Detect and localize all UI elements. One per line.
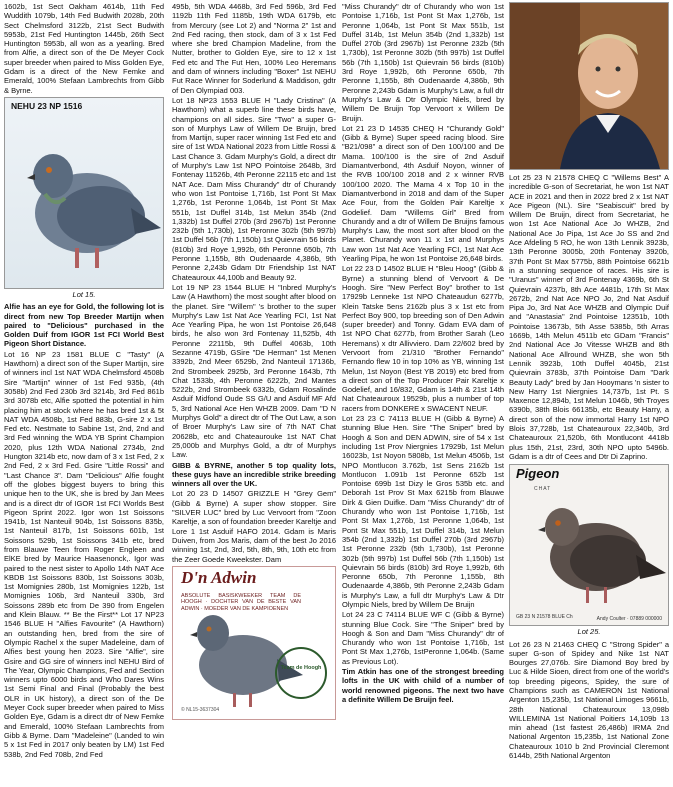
gibb-byrne-intro: GIBB & BYRNE, another 5 top quality lots, these guys have an incredible strike breeding winners all over the UK. [172,460,336,489]
lot-25-pigeon-image [510,465,669,625]
lot-26-text: Lot 26 23 N 21463 CHEQ C "Strong Spider" a super G-son of Spidey and Nike 1st NAT Bourges 27,076b. Sire Diamond Boy bred by Luc & Hilde Sioen, direct from one of the world's top breeding pigeons, Spidey, the sure of Champions such as CAMERON 1st National Argenton 15,235b, 1st National Limoges 9661b, 28th National Chateauroux 13,098b WILLEMINA 1st National Poitiers 14,109b 13 min ahead (1st fastest 26,486b) IRMA 2nd National Argenton 15,235b, 1st National Zone Chateauroux 1010 b 2nd Provincial Cleremont 6144b, 25th National Argenton [509,639,669,761]
lot-15-caption: Lot 15. [72,289,96,299]
pigeon-image [5,98,164,288]
lot-25-text: Lot 25 23 N 21578 CHEQ C "Willems Best" A incredible G-son of Secretariat, he won 1st NAT ACE in 2021 and then in 2022 bred 2 x 1st NAT Ace Pigeon (NL). Sire "Seabiscuit" bred by Willem De Bruijn, direct from Secretariat, he won 1st Ace National Ace Jo WHZB, 2nd National Ace Jo Pipa, 1st Ace Jo SS and 2nd Ace Afdeling 5 RO, he won 13th Lennik 3923b, 13th Peronne 3005b, 20th Fontenay 3920b, 37th Pont St Max 5775b, 88th Pointoise 6621b in a stunning sequence of races. His sire is "Uranus" winner of 3rd Fontenay 4369b, 6th St Quievrain 4237b, 8th Ace 4481b, 17th St Max 2672b, 2nd Nat Ace NPO Jo, 2nd Nat Asduif Pipa Jo, 3rd Nat Ace WHZB and Olympic Duif and "Anastasia" 2nd Pointoise 12351b, 10th Pointoise 13673b, 5th Asse 5385b, 5th Arras 1669b, 14th Melun 4511b etc GDam "Francis" 2nd National Ace Jo Vitesse WHZB and 8th National Ace Allround WHZB, she won 5th Lennik 3923b, 10th Duffel 4045b, 21st Quievrain 3783b, 37th Pointoise Dam "Dark Beauty Lady" bred by Jan Hooymans 'n sister to New Harry 1st Niergnies 14,737b, 1st Pt. S Maxence 12,894b, 1st Melun 1046b, 9th Troyes 6390b, 38th Blois 66135b, etc Beauty Harry, a direct son of the now immortal Harry 1st NPO Blois 37,728b, 1st Chateauroux 22,340b, 3rd Chateauroux 21,520b, 6th Montlucont 4418b plus 15th, 21st, 23rd, 30th NPO upto 5496b. Gdam is a dtr of Cees and Dtr Di Zaprino. [509,173,669,461]
column-4 [509,2,669,761]
lot-20-cont-text: "Miss Churandy" dtr of Churandy who won 1st Pontoise 1,716b, 1st Pont St Max 1,276b, 1st Peronne 1,064b, 1st Pont St Max 551b, 1st Duffel 314b, 1st Melun 354b (2nd 1,332b) 1st Duffel 270b (3rd 2967b) 1st Peronne 232b (5th 1,730b), 1st Peronne 302b (5th 997b) 1st Duffel 56b (7th 1,150b) 1st Quievrain 56 birds (810b) 3rd Roye 1,992b, 6th Peronne 650b, 7th Peronne 1,155b, 8th Oudenaarde 4,386b, 9th Peronne 2,243b Gdam is Murphy's Law, a full dtr Murphy's Law & Dtr Olympic Niels, bred by Willem De Bruijn Top Vervoort x Willem De Bruijn. [342,2,504,123]
lot-15-photo [4,97,164,289]
lot-23-text: Lot 23 23 C 74113 BLUE H (Gibb & Byrne) A stunning Blue Hen. Sire "The Sniper" bred by Hoogh & Son and DEN ADWIN, sire of 54 x 1st including 1st Prov Niergnies 17929b, 1st Melun 16023b, 1st Noyon 5808b, 1st Melun 4506b, 1st NPO Montlucon 3.762b, 1st Sens 2162b 1st Montlucon 1.091b 1st Peronne 652b 1st Pontoise 699b 1st Dizy le Gros 535b etc. and Deborah 1st Prov St Max 6215b from Blauwe Dirk & Gien Duifke. Dam "Miss Churandy" dtr of Churandy who won 1st Pontoise 1,716b, 1st Pont St Max 1,276b, 1st Peronne 1,064b, 1st Pont St Max 551b, 1st Duffel 314b, 1st Melun 354b (2nd 1,332b) 1st Duffel 270b (3rd 2967b) 1st Peronne 232b (5th 1,730b), 1st Peronne 302b (5th 997b) 1st Duffel 56b (7th 1,150b) 1st Quievrain 56 birds (810b) 3rd Roye 1,992b, 6th Peronne 650b, 7th Peronne 1,155b, 8th Oudenaarde 4,386b, 9th Peronne 2,243b Gdam is Murphy's Law, a full dtr Murphy's Law & Dtr Olympic Niels, bred by Willem De Bruijn [342,414,504,609]
lot-19-text: Lot 19 NP 23 1544 BLUE H "Inbred Murphy's Law (A Hawthorn) the most sought after blood on the planet. Sire "Willem" 's brother to the super Murphy's Law 1st Nat Ace Yearling FCI, 1st Nat Ace Yearling Pipa, he won 1st Pontoise 26,648 birds, he also won 3rd Fontenay 11,525b, 4th Peronne 22115b, 9th Duffel 4063b, 10th Sezanne 4719b, GSire "De Herman" 1st Menen 3392b, 2nd Meer 6529b, 2nd Nanteuil 17136b, 2nd Strombeek 2925b, 3rd Peronne 1643b, 7th Chat 1533b, 4th Peronne 6222b, 2nd Mantes 5222b, 2nd Strombeek 6332b, Gdam Rosalinde Asduif Midfond Oude SS G/U and Asduif MF Afd 5, 3rd National Ace Hen WHZB 2009. Dam "D N Murphys Gold" a direct dtr of The Out Law, a son of Broer Murphy's Law sire of 7th NAT Chat 20628b, etc and Chateauroukе 1st NAT Chat 25,000b and Murphys Gold, a dtr of Murphys Law. [172,282,336,460]
breeder-image [510,3,669,169]
lot-16-17-text: Lot 16 NP 23 1581 BLUE C "Tasty" (A Hawthorn) a direct son of the Super Martijn, sire of winners incl 1st NAT WDA Chelmsford 4508b Sire "Martijn" winner of 1st Fed 935b, (4th 3058b) 2nd Fed 230b 3rd 3214b, 3rd Fed 861b 3rd 3078b etc, Alfie spotted the potential in him placing him at stock where he has bred 1st & 5t NAT WDA 4508b, 1st Fed 883b, G-sire 2 x 1st Fed etc. Nestmate to Sabine 1st, 2nd, 2nd and 3rd Fed winning the WDA YB Sprint Champion 2020, plus 12th WDA National 2734b, 2nd Hungton 3214b etc, now dam of 3 x 1st Fed, 2 x 2nd Fed, 2 x 3rd Fed. Gsire "Little Rossi" and "Last Chance 3". Dam "Delicious" Alfie fought off the globes biggest buyers to bring this unique hen to the UK, she is bred by Jan Mees and is a direct dtr of IGOR 1st FCI Worlds Best Pigeon Sprint 2022. Igor won 1st Soissons 1941b, 1st Nanteuil 904b, 1st Soissons 835b, 1st Nanteuil 817b, 1st Soissons 601b, 1st Soissons 529b, 1st Soissons 341b etc, bred from Blauwe Teen from Roger Engleen and ElKE bred by Maurice Haasenonck,. Igor was paired to the nest sister to Apollo 14th NAT Ace KBDB 1st Soissons 830b, 1st Soissons 303b, 1st Momignies 280b, 1st Momignies 122b, 1st Momignies 106b, 3rd Nanteuil 330b, 3rd Soissons 289b etc from De 390 from Engelen and Klein Blauw. ** Be the First** Lot 17 NP23 1546 BLUE H "Alfies Favourite" (A Hawthorn) an outstanding hen, bred from the sire of Olympic Rachel x the super Madeleine, dam of Alfies best young hen 2023. Sire "Alfie", sire Gsire and GG sire of winners incl NEHU Bird of The Year, Olympic Champions, Fed and Section winners upto 6000 birds and Who Dares Wins 1st Semi Final and Final (Probably the best OLR in UK history), a direct son of the De Meyer Cock super breeder when paired to Miss Golden Eye, Gdam is a direct dtr of New Femke and Emerald, 100% Stefaan Lambrechts from Gibb & Byrne. Dam "Madeleine" (Landed to win 5 x 1st Fed in 2017 only beaten by LM) 1st Fed 538b, 2nd Fed 708b, 2nd Fed [4,349,164,759]
ring-number-tag: NEHU 23 NP 1516 [11,100,83,111]
column-3 [342,2,504,705]
advert-subtitle: ABSOLUTE BASISKWEEKER TEAM DE HOOGH · DOCHTER VAN DE BESTE VAN ADWIN · MOEDER VAN DE KAMPIOENEN [181,592,301,612]
column-1 [4,2,164,760]
pigeon-chat-logo: Pigeon [516,466,560,482]
lot-25-photo [509,464,669,626]
advert-title: D'n Adwin [181,567,257,587]
lot-24-text: Lot 24 23 C 74114 BLUE WF C (Gibb & Byrne) stunning Blue Cock. Sire "The Sniper" bred by Hoogh & Son and Dam "Miss Churandy" dtr of Churandy who won 1st Pontoise 1,716b, 1st Pont St Max 1,276b, 1stPeronne 1,064b. (Same as Previous Lot). [342,610,504,666]
lot-25-caption: Lot 25. [577,627,601,637]
tim-atkin-intro: Tim Atkin has one of the strongest breeding lofts in the UK with child of a number of world renowned pigeons. The next two have a definite Willem De Bruijn feel. [342,667,504,704]
lot-21-text: Lot 21 23 D 14535 CHEQ H "Churandy Gold" (Gibb & Byrne) Super speed racing blood. Sire "B21/098" a direct son of Den 100/100 and De Mama. 100/100 is the sire of 2nd Asduif Diamantverbond, 4th Asduif Noyon, winner of the RVB 100/100 2018 and 2 x winner RVB 100/100 2020. The Mama 4 x Top 10 in the Diamantverbond in 2018 and dam of the Super Ace Four, from the Golden Pair Kareltje x Godelief. Dam "Willems Girl" Bred from Churandy and a dtr of Willem De Bruijns famous Murphy's Law, the most sort after blood on the Planet. Churandy won 11 x 1st and Murphys Law won 1st Nat Ace Yearling FCI, 1st Nat Ace Yearling Pipa, he won 1st Pontoise 26,648 birds. [342,123,504,264]
advert-ring-number: © NL15-3637304 [181,706,220,713]
lot-25-photo-credit: Andy Coulter · 07889 000000 [596,616,662,623]
lot-14-text: 1602b, 1st Sect Oakham 4614b, 11th Fed Wuddith 1079b, 14th Fed Budwith 2028b, 20th Sect Chelmsford 3122b, 21st Sect Budwith 5953b, 21st Fed Huntington 1445b, 26th Sect Huntington 5953b, all won as a yearling. Bred from Alfie, a direct son of the De Meyer Cock super breeder when paired to Miss Golden Eye, Gdam is a direct of the New Femke and Emerald, 100% Stefaan Lambrechts from Gibb & Byrne. [4,2,164,95]
alfie-intro: Alfie has an eye for Gold, the following lot is direct from new Top Breeder Martijn when paired to "Delicious" purchased in the Golden Duif from IGOR 1st FCI World Best Pigeon Short Distance. [4,302,164,349]
column-2 [172,2,336,720]
lot-17-cont-text: 495b, 5th WDA 4468b, 3rd Fed 596b, 3rd Fed 1192b 11th Fed 1185b, 19th WDA 6179b, etc from Mercury (see Lot 2) and "Norma 2" 1st and 2nd Fed racing, then stock, dam of 3 x 1st Fed where she bred Champion Madeline, from the Nutter, brother to Golden Eye, sire to 12 x 1st Fed etc and The Fut Hen, 100% Leo Heremans and dam of winners including "Boxer" 1st NEHU Fut Race Winner for Soderlund & Maddison, gdtr of Den Olympiad 003. [172,2,336,95]
team-de-hoogh-stamp: Team de Hoogh [275,647,327,699]
pigeon-chat-logo-sub: CHAT [534,486,552,493]
lot-22-text: Lot 22 23 D 14502 BLUE H "Bleu Hoog" (Gibb & Byrne) a stunning blend of Vervoort & De Hoogh. Sire "New Perfect Boy" brother to 1st 17929b Lenneke 1st NPO Chateaudun 6277b, Klein Tatske 5ens 2162b plus 3 x 1st etc from Perfect Boy 900, top breeding son of Den Adwin (super breeder) and Tonny. Gdam EVA dam of 1st NPO Chat 6277b, from Brother Sarah (Leo Heremans) x dtr Allivviero. Dam 22/602 bred by Vervoort from 21/310 "Brother Fernando" Fernando flew 10 in top 10% as YB, winning 1st Melun, 1st Noyon (Best YB 2019) etc bred from a direct son of the Top Producer Pair Kareltje x Godelief, and 16/832, Gdam is 14th & 21st 14th Nat Chateauroux 19529b, plus a number of top racers from DONKERE x SWACENT NEUF. [342,264,504,413]
lot-20-text: Lot 20 23 D 14507 GRIZZLE H "Grey Gem" (Gibb & Byrne) A super show stopper. Sire "SILVER LUC" bred by Luc Vervoort from "Zoon Kareltje, a son of foundation breeder Kareltje and Lore 1 1st Asduif HAFO 2014. Gdam is Maris Duiven, from Jos Maris, dam of the best Jo 2016 winning 1st, 2nd, 3rd, 5th, 8th, 9th, 10th etc from the Zeer Goede Kweekster. Dam [172,489,336,564]
lot-25-ring-number: GB 23 N 21578 BLUE Ch [516,613,573,620]
den-adwin-advert [172,566,336,720]
breeder-photo [509,2,669,170]
lot-18-text: Lot 18 NP23 1553 BLUE H "Lady Cristina" (A Hawthorn) what a superb line these birds have, champions on all sides. Sire "Two" a super G-son of Murphys Law of Willem De Bruijn, bred from Martijn, super racer winning 1st Fed etc and sire of 1st WDA National 2023 from Little Rossi & Last Chance 3. Gdam Murphy's Gold, a direct dtr of Murphy's Law 1st NPO Pointoise 2648b, 3rd Fontenay 11526b, 4th Peronne 22115 etc and 1st NAT Ace. Dam Miss Churandy" dtr of Churandy who won 1st Pontoise 1,716b, 1st Pont St Max 1,276b, 1st Peronne 1,064b, 1st Pont St Max 551b, 1st Duffel 314b, 1st Melun 354b (2nd 1,332b) 1st Duffel 270b (3rd 2967b) 1st Peronne 232b (5th 1,730b), 1st Peronne 302b (5th 997b) 1st Duffel 56b (7th 1,150b) 1st Quievrain 56 birds (810b) 3rd Roye 1,992b, 6th Peronne 650b, 7th Peronne 1,155b, 8th Oudenaarde 4,386b, 9th Peronne 2,243b Gdam Dtr Friendship 1st NAT Chateauroux 44,100b and Beauty 92. [172,95,337,282]
